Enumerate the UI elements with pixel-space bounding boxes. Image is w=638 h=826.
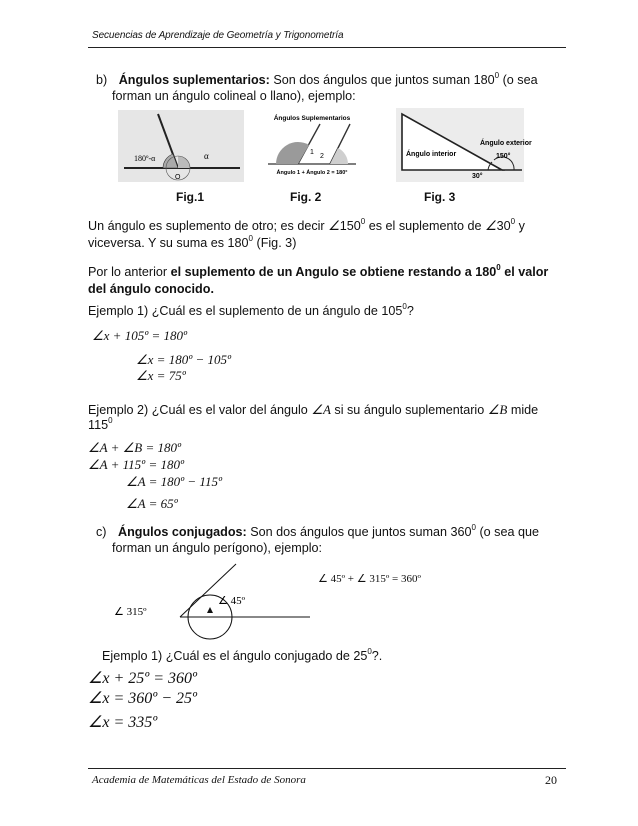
- fig1-label: Fig.1: [176, 190, 205, 204]
- figure-1: [118, 110, 244, 182]
- para1-line2: [88, 235, 296, 251]
- para1-line1: [88, 218, 568, 234]
- example3-question-end: ?.: [371, 649, 383, 663]
- fig-315-label: ∠ 315º: [114, 606, 147, 618]
- section-b-def: Son dos ángulos que juntos suman 180: [269, 73, 495, 87]
- example2-eq3: ∠A = 180º − 115º: [126, 474, 223, 489]
- example2-angle-b: ∠B: [487, 402, 508, 417]
- fig2-label: Fig. 2: [290, 190, 322, 204]
- example3-question: [102, 648, 382, 664]
- figure-3: [396, 108, 532, 182]
- section-c-term: Ángulos conjugados:: [118, 525, 247, 539]
- section-b-line1: [96, 72, 566, 88]
- example1-eq2: ∠x = 180º − 105º: [136, 352, 232, 367]
- section-c-line2: forman un ángulo perígono), ejemplo:: [112, 541, 323, 555]
- example1-eq3: ∠x = 75º: [136, 368, 186, 383]
- example3-eq3: ∠x = 335º: [88, 714, 158, 731]
- fig2-num-2: 2: [320, 153, 324, 160]
- example2-eq1: ∠A + ∠B = 180º: [88, 440, 182, 455]
- fig-45-label: ∠ 45º: [218, 595, 246, 607]
- para1-text-a: Un ángulo es suplemento de otro; es decir: [88, 219, 329, 233]
- para1-value-150: 150: [339, 219, 361, 233]
- para1-text-b: es el suplemento de: [365, 219, 485, 233]
- example3-eq1: ∠x + 25º = 360º: [88, 670, 197, 687]
- sup-zero: 0: [471, 523, 476, 532]
- example2-text-3: mide: [507, 403, 539, 417]
- example2-value-115: 115: [88, 418, 109, 432]
- para2-line1: [88, 264, 568, 280]
- sup-zero: 0: [496, 263, 501, 272]
- fig2-title: Ángulos Suplementarios: [273, 115, 351, 122]
- example1-question: [88, 303, 414, 319]
- example1-question-end: ?: [406, 304, 414, 318]
- example2-text-2: si su ángulo suplementario: [330, 403, 488, 417]
- fig3-30-label: 30°: [472, 173, 483, 180]
- conjugate-equation: ∠ 45º + ∠ 315º = 360º: [318, 573, 421, 585]
- fig2-caption: Ángulo 1 + Ángulo 2 = 180°: [276, 170, 348, 176]
- sup-zero: 0: [108, 416, 113, 425]
- header-title: Secuencias de Aprendizaje de Geometría y Trigonometría: [92, 30, 344, 41]
- angle-symbol: ∠: [484, 218, 497, 233]
- fig2-num-1: 1: [310, 149, 314, 156]
- para1-line2-text: viceversa. Y su suma es 180: [88, 236, 249, 250]
- section-c-def: Son dos ángulos que juntos suman 360: [246, 525, 472, 539]
- fig3-label: Fig. 3: [424, 190, 456, 204]
- para1-value-30: 30: [496, 219, 511, 233]
- section-c-line1: [96, 524, 566, 540]
- example2-angle-a: ∠A: [311, 402, 331, 417]
- example3-question-text: Ejemplo 1) ¿Cuál es el ángulo conjugado de 25: [102, 649, 368, 663]
- section-c-def-end: (o sea que: [475, 525, 539, 539]
- angle-symbol: ∠: [328, 218, 340, 233]
- figure-2: [262, 110, 362, 182]
- page-number: 20: [545, 773, 557, 787]
- example2-eq4: ∠A = 65º: [126, 496, 178, 511]
- section-c-prefix: c): [96, 525, 107, 539]
- footer-rule: [88, 768, 566, 769]
- para2-bold-end: el valor: [500, 265, 549, 279]
- example1-eq1: ∠x + 105º = 180º: [92, 328, 188, 343]
- example2-text-1: Ejemplo 2) ¿Cuál es el valor del ángulo: [88, 403, 312, 417]
- example1-question-text: Ejemplo 1) ¿Cuál es el suplemento de un ángulo de 105: [88, 304, 403, 318]
- para2-text: Por lo anterior: [88, 265, 171, 279]
- fig1-left-label: 180º-α: [134, 154, 156, 163]
- section-b-term: Ángulos suplementarios:: [118, 73, 270, 87]
- sup-zero: 0: [510, 217, 516, 226]
- fig3-interior-label: Ángulo interior: [406, 151, 457, 158]
- sup-zero: 0: [367, 647, 372, 656]
- example2-question-line2: [88, 417, 113, 433]
- para1-line2-end: (Fig. 3): [253, 236, 297, 250]
- para1-text-c: y: [515, 219, 525, 233]
- example3-eq2: ∠x = 360º − 25º: [88, 690, 197, 707]
- footer-text: Academia de Matemáticas del Estado de Sonora: [92, 774, 306, 786]
- conjugate-figure: [110, 560, 310, 642]
- para2-bold: el suplemento de un Angulo se obtiene restando a 180: [170, 265, 497, 279]
- fig3-150-label: 150°: [496, 153, 511, 160]
- sup-zero: 0: [402, 302, 407, 311]
- sup-zero: 0: [494, 71, 500, 80]
- fig1-right-label: α: [204, 151, 209, 161]
- header-rule: [88, 47, 566, 48]
- para2-line2: del ángulo conocido.: [88, 282, 214, 296]
- example2-question: [88, 402, 568, 418]
- section-b-line2: forman un ángulo colineal o llano), ejemplo:: [112, 89, 356, 103]
- sup-zero: 0: [360, 217, 366, 226]
- fig1-origin-label: O: [175, 174, 181, 181]
- section-b-prefix: b): [96, 73, 108, 87]
- fig3-exterior-label: Ángulo exterior: [480, 140, 532, 147]
- section-b-def-end: (o sea: [499, 73, 538, 87]
- example2-eq2: ∠A + 115º = 180º: [88, 457, 185, 472]
- sup-zero: 0: [248, 234, 253, 243]
